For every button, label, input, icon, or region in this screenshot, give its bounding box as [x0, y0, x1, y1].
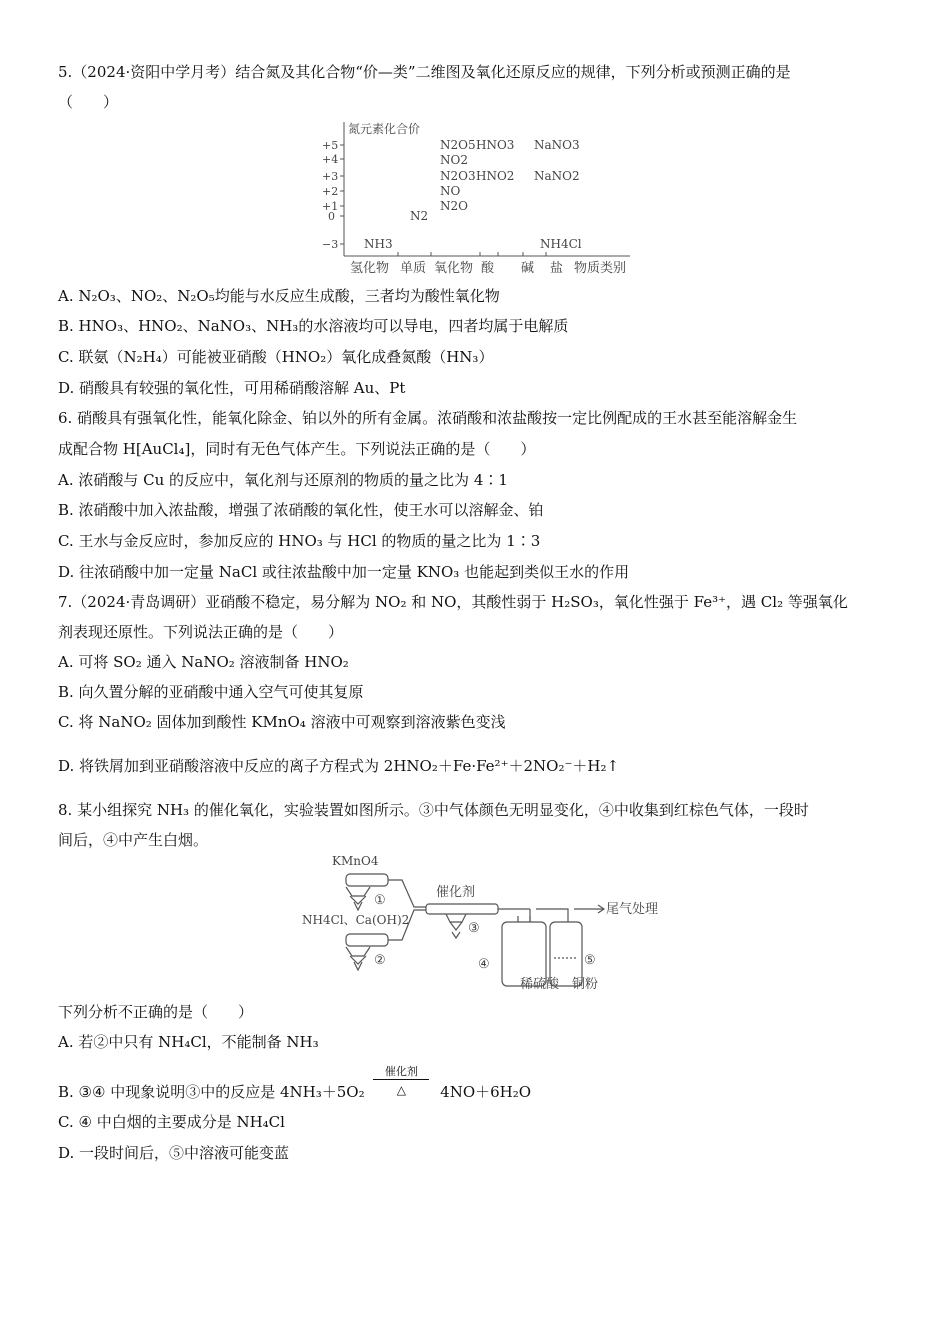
- test-tube-1: [346, 874, 388, 886]
- reaction-condition: [373, 1065, 429, 1102]
- q7-option-d[interactable]: D. 将铁屑加到亚硝酸溶液中反应的离子方程式为 2HNO₂＋Fe·Fe²⁺＋2NO₂⁻＋H₂↑: [58, 757, 620, 775]
- q5-option-d[interactable]: D. 硝酸具有较强的氧化性，可用稀硝酸溶解 Au、Pt: [58, 379, 406, 397]
- y-axis-label: 氮元素化合价: [348, 122, 421, 136]
- point-hno2: HNO2: [476, 169, 515, 183]
- q6-option-d[interactable]: D. 往浓硝酸中加一定量 NaCl 或往浓盐酸中加一定量 KNO₃ 也能起到类似王水的作用: [58, 563, 630, 581]
- nitrogen-valence-class-chart: [318, 118, 638, 278]
- q6-option-b[interactable]: B. 浓硝酸中加入浓盐酸，增强了浓硝酸的氧化性，使王水可以溶解金、铂: [58, 501, 544, 519]
- q7-stem-line1: 7.（2024·青岛调研）亚硝酸不稳定，易分解为 NO₂ 和 NO，其酸性弱于 H₂SO₃，氧化性强于 Fe³⁺，遇 Cl₂ 等强氧化: [58, 593, 848, 611]
- q8-question: 下列分析不正确的是（ ）: [58, 1003, 254, 1021]
- q5-option-b[interactable]: B. HNO₃、HNO₂、NaNO₃、NH₃的水溶液均可以导电，四者均属于电解质: [58, 317, 569, 335]
- test-tube-2: [346, 934, 388, 946]
- label-3: ③: [468, 921, 480, 936]
- ammonia-oxidation-apparatus: [298, 852, 658, 997]
- q8-option-a[interactable]: A. 若②中只有 NH₄Cl，不能制备 NH₃: [58, 1033, 319, 1051]
- x-tick-label: 氢化物: [350, 261, 390, 276]
- label-copper-powder: 铜粉: [572, 977, 599, 992]
- catalyst-tube: [426, 904, 498, 914]
- point-nh3: NH3: [364, 237, 393, 251]
- q8-option-b[interactable]: [58, 1065, 532, 1102]
- q8-option-c[interactable]: C. ④ 中白烟的主要成分是 NH₄Cl: [58, 1113, 285, 1131]
- q5-option-a[interactable]: A. N₂O₃、NO₂、N₂O₅均能与水反应生成酸，三者均为酸性氧化物: [58, 287, 500, 305]
- q6-option-a[interactable]: A. 浓硝酸与 Cu 的反应中，氧化剂与还原剂的物质的量之比为 4∶1: [58, 471, 508, 489]
- point-n2o: N2O: [440, 199, 468, 213]
- q8-option-d[interactable]: D. 一段时间后，⑤中溶液可能变蓝: [58, 1144, 290, 1162]
- point-hno3: HNO3: [476, 138, 515, 152]
- label-nh4cl-caoh2: NH4Cl、Ca(OH)2: [302, 913, 410, 927]
- label-2: ②: [374, 953, 386, 968]
- point-nano3: NaNO3: [534, 138, 580, 152]
- point-no: NO: [440, 184, 461, 198]
- point-nano2: NaNO2: [534, 169, 580, 183]
- q8-stem-line1: 8. 某小组探究 NH₃ 的催化氧化，实验装置如图所示。③中气体颜色无明显变化，④中收集到红棕色气体，一段时: [58, 801, 809, 819]
- point-n2: N2: [410, 209, 429, 223]
- label-kmno4: KMnO4: [332, 854, 379, 868]
- point-nh4cl: NH4Cl: [540, 237, 582, 251]
- x-tick-label: 氧化物: [434, 261, 474, 276]
- y-tick-label: +2: [322, 185, 339, 198]
- q8-stem-line2: 间后，④中产生白烟。: [58, 831, 209, 849]
- y-tick-label: +1: [322, 200, 339, 213]
- label-1: ①: [374, 893, 386, 908]
- label-tail-gas: 尾气处理: [606, 902, 658, 917]
- point-n2o5: N2O5: [440, 138, 476, 152]
- x-tick-label: 单质: [400, 261, 427, 276]
- q5-option-c[interactable]: C. 联氨（N₂H₄）可能被亚硝酸（HNO₂）氧化成叠氮酸（HN₃）: [58, 348, 494, 366]
- compound-labels: [364, 138, 582, 251]
- y-tick-label: +3: [322, 170, 339, 183]
- q7-option-a[interactable]: A. 可将 SO₂ 通入 NaNO₂ 溶液制备 HNO₂: [58, 653, 349, 671]
- y-tick-label: +5: [322, 139, 339, 152]
- y-tick-label: +4: [322, 153, 339, 166]
- q6-option-c[interactable]: C. 王水与金反应时，参加反应的 HNO₃ 与 HCl 的物质的量之比为 1∶3: [58, 532, 541, 550]
- q6-stem-line1: 6. 硝酸具有强氧化性，能氧化除金、铂以外的所有金属。浓硝酸和浓盐酸按一定比例配成的王水甚至能溶解金生: [58, 409, 798, 427]
- q5-stem-line2: （ ）: [58, 93, 119, 111]
- x-tick-label: 碱: [521, 261, 535, 276]
- x-tick-label: 酸: [481, 261, 495, 276]
- q6-stem-line2: 成配合物 H[AuCl₄]，同时有无色气体产生。下列说法正确的是（ ）: [58, 440, 536, 458]
- point-no2: NO2: [440, 153, 468, 167]
- x-tick-labels: [350, 260, 626, 276]
- q5-stem-line1: 5.（2024·资阳中学月考）结合氮及其化合物“价—类”二维图及氧化还原反应的规律，下列分析或预测正确的是: [58, 63, 791, 81]
- y-tick-label: 0: [328, 210, 335, 223]
- label-5: ⑤: [584, 953, 596, 968]
- heat-condition: △: [396, 1083, 406, 1097]
- q8-option-b-products: 4NO＋6H₂O: [440, 1083, 532, 1101]
- catalyst-condition: 催化剂: [384, 1065, 418, 1078]
- x-tick-label: 盐: [550, 261, 564, 276]
- y-tick-labels: [322, 139, 338, 251]
- label-4: ④: [478, 957, 490, 972]
- point-n2o3: N2O3: [440, 169, 476, 183]
- q7-option-c[interactable]: C. 将 NaNO₂ 固体加到酸性 KMnO₄ 溶液中可观察到溶液紫色变浅: [58, 713, 506, 731]
- q7-option-b[interactable]: B. 向久置分解的亚硝酸中通入空气可使其复原: [58, 683, 364, 701]
- label-catalyst: 催化剂: [436, 885, 476, 900]
- y-tick-label: −3: [322, 238, 339, 251]
- q8-option-b-reactants: B. ③④ 中现象说明③中的反应是 4NH₃＋5O₂: [58, 1083, 365, 1101]
- q7-stem-line2: 剂表现还原性。下列说法正确的是（ ）: [58, 623, 344, 641]
- x-axis-label: 物质类别: [574, 261, 627, 276]
- label-dilute-sulfuric-acid: 稀硫酸: [520, 977, 560, 992]
